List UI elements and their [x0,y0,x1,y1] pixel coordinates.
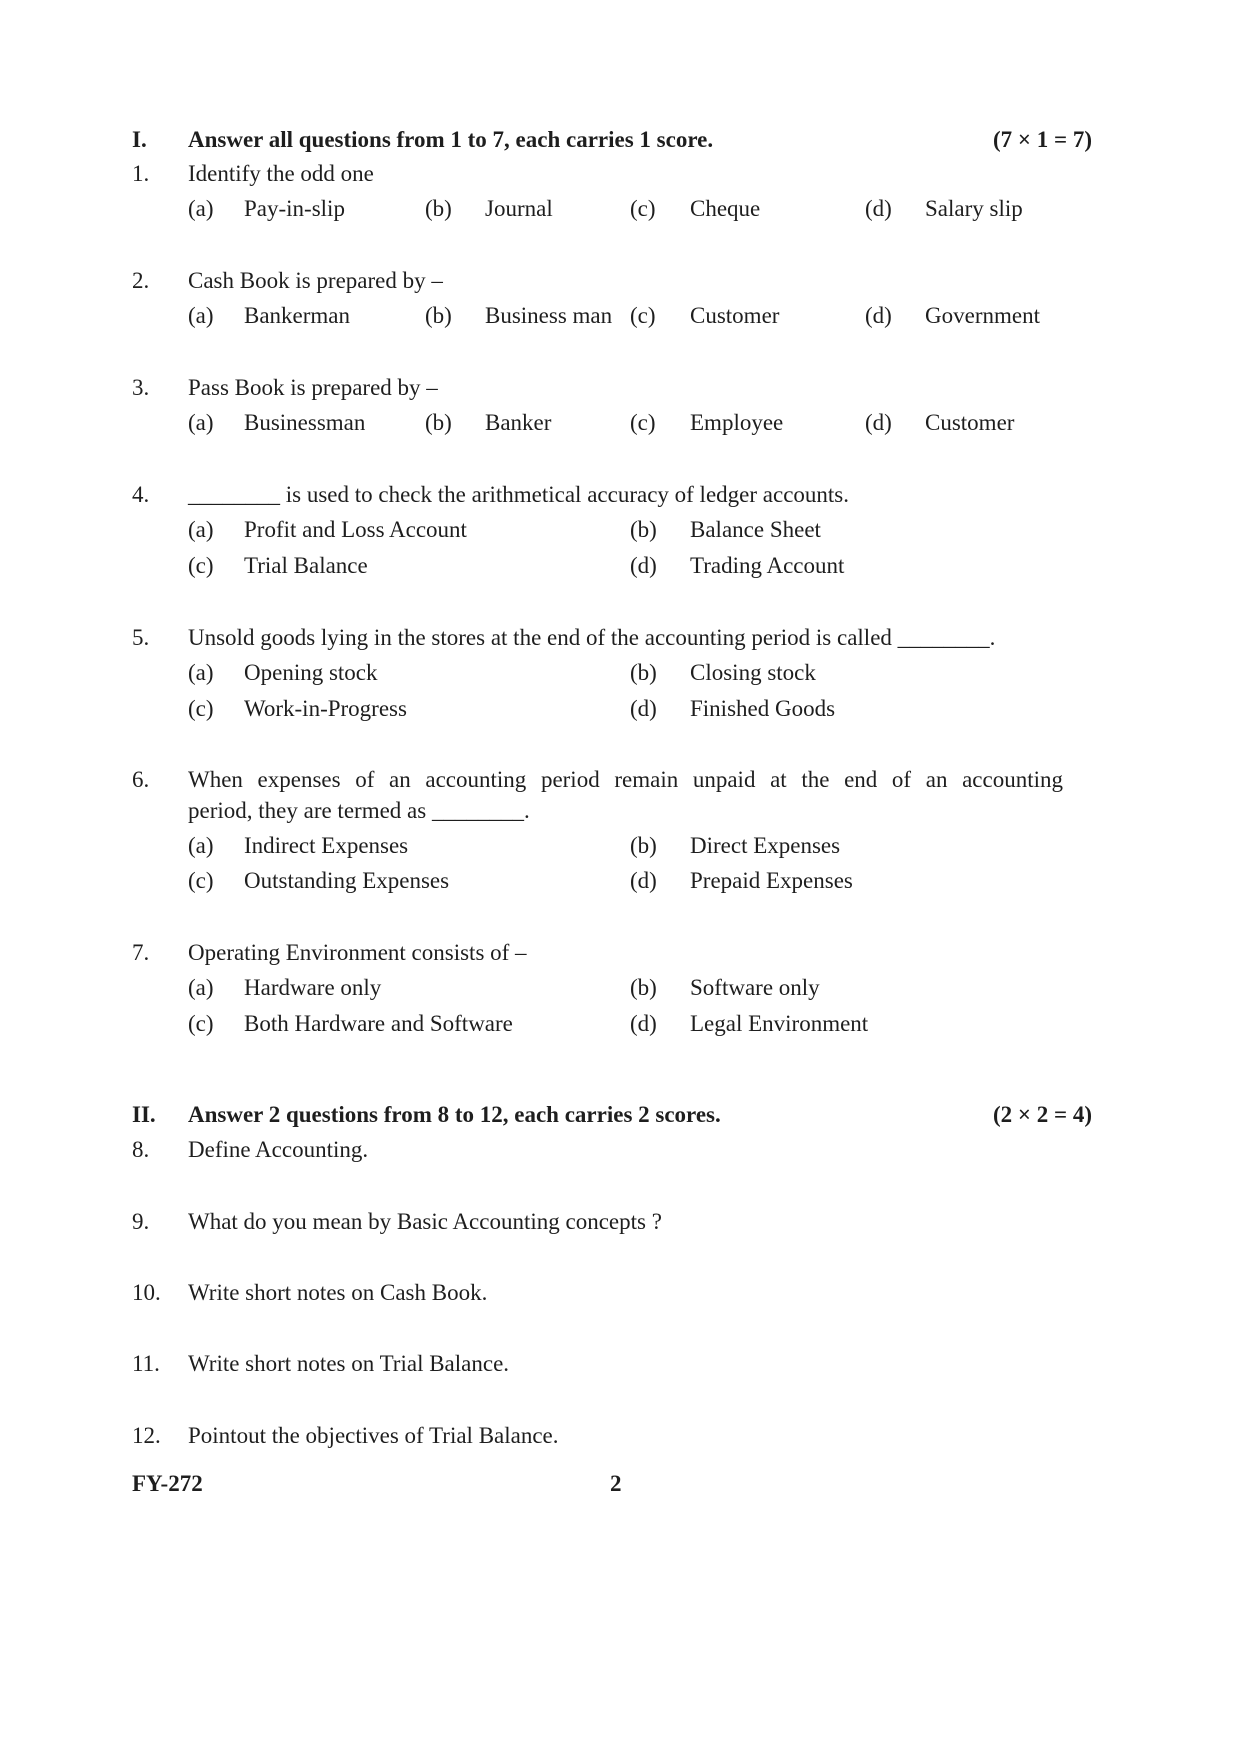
option-label: (c) [188,553,214,578]
paper-code: FY-272 [132,1471,203,1496]
option-text: Businessman [244,410,366,435]
option-label: (b) [425,196,452,221]
option-label: (d) [865,303,892,328]
question-number: 2. [132,268,150,293]
option-label: (c) [630,303,656,328]
option-label: (c) [630,196,656,221]
option-text: Trading Account [690,553,845,578]
option-label: (b) [425,303,452,328]
option-label: (a) [188,196,214,221]
option-label: (a) [188,410,214,435]
option-text: Direct Expenses [690,833,841,858]
option-label: (c) [188,1011,214,1036]
question-text: Write short notes on Cash Book. [188,1280,488,1305]
question-number: 1. [132,161,150,186]
option-text: Hardware only [244,975,382,1000]
option-text: Both Hardware and Software [244,1011,513,1036]
option-text: Salary slip [925,196,1023,221]
question-text: Operating Environment consists of – [188,940,527,965]
option-text: Prepaid Expenses [690,868,853,893]
question-number: 3. [132,375,150,400]
option-label: (c) [188,868,214,893]
question-text: Write short notes on Trial Balance. [188,1351,510,1376]
section-2-marks: (2 × 2 = 4) [993,1102,1093,1127]
question-text-continued: period, they are termed as ________. [188,798,530,823]
option-label: (a) [188,833,214,858]
question-number: 10. [132,1280,161,1305]
question-text: What do you mean by Basic Accounting concepts ? [188,1209,662,1234]
question-number: 4. [132,482,150,507]
option-label: (b) [630,660,657,685]
option-text: Work-in-Progress [244,696,407,721]
option-label: (d) [865,196,892,221]
option-text: Pay-in-slip [244,196,345,221]
option-label: (b) [630,975,657,1000]
question-number: 6. [132,767,150,792]
option-text: Indirect Expenses [244,833,409,858]
option-text: Profit and Loss Account [244,517,467,542]
section-2-number: II. [132,1102,156,1127]
option-text: Employee [690,410,784,435]
question-number: 8. [132,1137,150,1162]
question-text: Identify the odd one [188,161,374,186]
page-number: 2 [610,1471,622,1496]
question-text: Pass Book is prepared by – [188,375,438,400]
question-text: When expenses of an accounting period remain unpaid at the end of an accounting [188,767,1063,792]
question-number: 7. [132,940,150,965]
option-text: Balance Sheet [690,517,821,542]
option-text: Customer [925,410,1015,435]
question-text: Pointout the objectives of Trial Balance. [188,1423,559,1448]
option-text: Bankerman [244,303,351,328]
option-text: Banker [485,410,552,435]
option-label: (a) [188,303,214,328]
option-label: (b) [630,517,657,542]
section-1-marks: (7 × 1 = 7) [993,127,1093,152]
option-text: Trial Balance [244,553,368,578]
option-text: Cheque [690,196,761,221]
option-text: Customer [690,303,780,328]
option-label: (d) [630,1011,657,1036]
question-number: 9. [132,1209,150,1234]
option-text: Journal [485,196,553,221]
option-label: (c) [188,696,214,721]
option-text: Business man [485,303,613,328]
option-label: (b) [425,410,452,435]
option-text: Closing stock [690,660,816,685]
option-label: (b) [630,833,657,858]
option-text: Software only [690,975,820,1000]
option-text: Finished Goods [690,696,836,721]
option-text: Legal Environment [690,1011,869,1036]
option-label: (d) [630,696,657,721]
option-text: Outstanding Expenses [244,868,450,893]
question-text: Define Accounting. [188,1137,369,1162]
question-text: Unsold goods lying in the stores at the end of the accounting period is called ________. [188,625,996,650]
option-label: (a) [188,975,214,1000]
section-1-instruction: Answer all questions from 1 to 7, each carries 1 score. [188,127,714,152]
section-1-number: I. [132,127,147,152]
question-number: 5. [132,625,150,650]
question-number: 11. [132,1351,160,1376]
option-text: Opening stock [244,660,378,685]
option-label: (c) [630,410,656,435]
question-number: 12. [132,1423,161,1448]
option-label: (d) [865,410,892,435]
question-text: ________ is used to check the arithmetical accuracy of ledger accounts. [188,482,849,507]
option-label: (a) [188,660,214,685]
option-label: (a) [188,517,214,542]
question-text: Cash Book is prepared by – [188,268,443,293]
option-label: (d) [630,868,657,893]
option-label: (d) [630,553,657,578]
section-2-instruction: Answer 2 questions from 8 to 12, each carries 2 scores. [188,1102,721,1127]
option-text: Government [925,303,1040,328]
